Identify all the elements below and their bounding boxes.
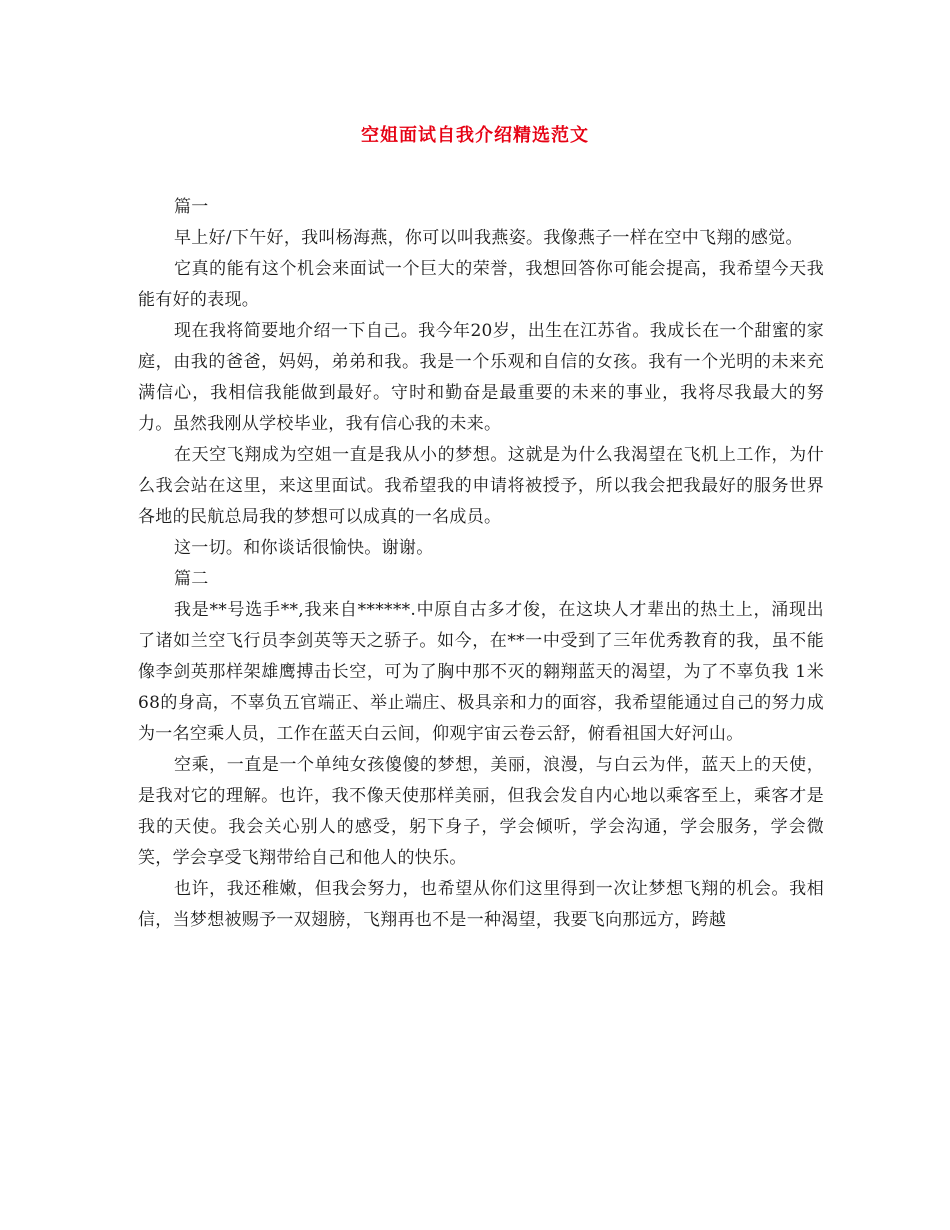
paragraph: 我是**号选手**,我来自******.中原自古多才俊，在这块人才辈出的热土上，涌现出了诸如兰空飞行员李剑英等天之骄子。如今，在**一中受到了三年优秀教育的我，虽不能像李剑英那样架雄鹰搏击长空，可为了胸中那不灭的翱翔蓝天的渴望，为了不辜负我 1米68的身高，不辜负五官端正、举止端庄、极具亲和力的面容，我希望能通过自己的努力成为一名空乘人员，工作在蓝天白云间，仰观宇宙云卷云舒，俯看祖国大好河山。 [138, 600, 824, 744]
section-heading-1: 篇一 [174, 197, 209, 217]
section-heading-2: 篇二 [174, 569, 209, 589]
paragraph: 早上好/下午好，我叫杨海燕，你可以叫我燕姿。我像燕子一样在空中飞翔的感觉。 [174, 228, 803, 248]
paragraph: 也许，我还稚嫩，但我会努力，也希望从你们这里得到一次让梦想飞翔的机会。我相信，当梦想被赐予一双翅膀，飞翔再也不是一种渴望，我要飞向那远方，跨越 [138, 879, 824, 930]
paragraph: 空乘，一直是一个单纯女孩傻傻的梦想，美丽，浪漫，与白云为伴，蓝天上的天使，是我对它的理解。也许，我不像天使那样美丽，但我会发自内心地以乘客至上，乘客才是我的天使。我会关心别人的感受，躬下身子，学会倾听，学会沟通，学会服务，学会微笑，学会享受飞翔带给自己和他人的快乐。 [138, 755, 824, 868]
paragraph: 这一切。和你谈话很愉快。谢谢。 [174, 538, 434, 558]
document-body [138, 192, 824, 936]
paragraph: 现在我将简要地介绍一下自己。我今年20岁，出生在江苏省。我成长在一个甜蜜的家庭，由我的爸爸，妈妈，弟弟和我。我是一个乐观和自信的女孩。我有一个光明的未来充满信心，我相信我能做到最好。守时和勤奋是最重要的未来的事业，我将尽我最大的努力。虽然我刚从学校毕业，我有信心我的未来。 [138, 321, 824, 434]
document-title: 空姐面试自我介绍精选范文 [361, 125, 589, 146]
paragraph: 在天空飞翔成为空姐一直是我从小的梦想。这就是为什么我渴望在飞机上工作，为什么我会站在这里，来这里面试。我希望我的申请将被授予，所以我会把我最好的服务世界各地的民航总局我的梦想可以成真的一名成员。 [138, 445, 824, 527]
paragraph: 它真的能有这个机会来面试一个巨大的荣誉，我想回答你可能会提高，我希望今天我能有好的表现。 [138, 259, 824, 310]
